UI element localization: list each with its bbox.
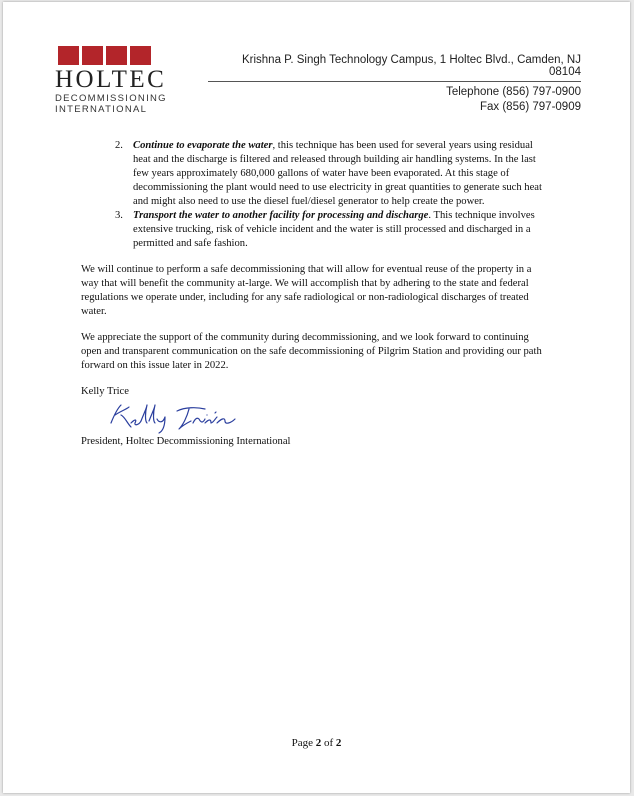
handwritten-signature xyxy=(81,399,551,435)
letterhead-address xyxy=(208,54,581,113)
list-text: , this technique has been used for several years using residual heat and the discharge is filtered and released through building air handling systems. In the last few years approximately 680,000 gallons of water have been evaporated. At this stage of decommissioning the plant would need to use electricity in great quantities to generate such heat and might also need to use the diesel fuel/diesel generator to help create the power. xyxy=(133,140,542,207)
list-text: . This technique involves extensive trucking, risk of vehicle incident and the water is still processed and discharged in a permitted and safe fashion. xyxy=(133,210,535,249)
logo-squares xyxy=(58,46,165,65)
logo-subline-2: INTERNATIONAL xyxy=(55,104,148,115)
list-item xyxy=(81,209,551,251)
fax-line: Fax (856) 797-0909 xyxy=(479,101,581,113)
list-item xyxy=(81,139,551,209)
page-prefix: Page xyxy=(291,737,316,749)
list-number: 2. xyxy=(115,140,123,151)
list-lead: Transport the water to another facility for processing and discharge xyxy=(133,210,429,221)
total-pages: 2 xyxy=(335,737,342,749)
signer-title: President, Holtec Decommissioning International xyxy=(81,436,291,447)
signer-name: Kelly Trice xyxy=(81,386,129,397)
letter-body xyxy=(81,139,551,449)
document-page xyxy=(3,2,630,793)
page-number xyxy=(3,737,630,749)
list-number: 3. xyxy=(115,210,123,221)
logo-wordmark: HOLTEC xyxy=(55,66,167,93)
logo-subline-1: DECOMMISSIONING xyxy=(55,93,167,104)
options-list xyxy=(81,139,551,251)
list-lead: Continue to evaporate the water xyxy=(133,140,273,151)
page-of: of xyxy=(321,737,336,749)
address-line: Krishna P. Singh Technology Campus, 1 Holtec Blvd., Camden, NJ 08104 xyxy=(208,54,581,82)
current-page: 2 xyxy=(315,737,322,749)
holtec-logo xyxy=(55,46,165,115)
paragraph: We appreciate the support of the community during decommissioning, and we look forward to continuing open and transparent communication on the safe decommissioning of Pilgrim Station and providing our path forward on this issue later in 2022. xyxy=(81,332,542,371)
paragraph: We will continue to perform a safe decommissioning that will allow for eventual reuse of the property in a way that will benefit the community at-large. We will accomplish that by adhering to the state and federal regulations we operate under, including for any safe radiological or non-radiological discharges of treated water. xyxy=(81,264,532,317)
telephone-line: Telephone (856) 797-0900 xyxy=(446,86,581,98)
